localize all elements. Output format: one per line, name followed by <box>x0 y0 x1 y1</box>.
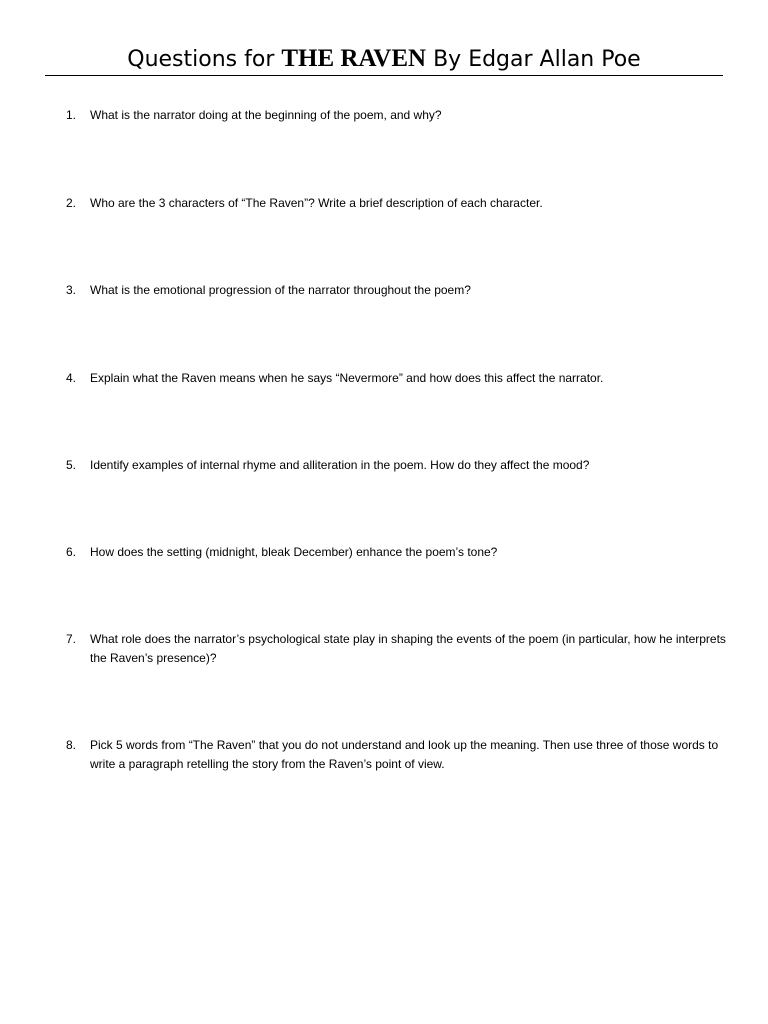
question-number: 6. <box>66 545 77 559</box>
question-item <box>66 194 726 213</box>
question-text: Identify examples of internal rhyme and alliteration in the poem. How do they affect the mood? <box>90 458 590 472</box>
question-text: What role does the narrator’s psychological state play in shaping the events of the poem (in particular, how he interprets the Raven’s presence)? <box>90 632 726 665</box>
question-item <box>66 543 726 562</box>
question-item <box>66 736 726 774</box>
question-number: 1. <box>66 108 77 122</box>
page-title <box>45 44 723 75</box>
question-item <box>66 369 726 388</box>
question-number: 8. <box>66 738 77 752</box>
title-emphasis: THE RAVEN <box>281 45 427 72</box>
question-number: 4. <box>66 371 77 385</box>
question-item <box>66 281 726 300</box>
question-number: 2. <box>66 196 77 210</box>
question-text: What is the emotional progression of the narrator throughout the poem? <box>90 283 471 297</box>
title-prefix: Questions for <box>127 47 282 72</box>
title-suffix: By Edgar Allan Poe <box>426 47 641 72</box>
question-number: 3. <box>66 283 77 297</box>
question-number: 7. <box>66 632 77 646</box>
question-item <box>66 456 726 475</box>
question-item <box>66 106 726 125</box>
question-text: How does the setting (midnight, bleak December) enhance the poem’s tone? <box>90 545 498 559</box>
question-text: Who are the 3 characters of “The Raven”? Write a brief description of each character. <box>90 196 543 210</box>
question-item <box>66 630 726 668</box>
title-divider <box>45 75 723 76</box>
question-text: Explain what the Raven means when he says “Nevermore” and how does this affect the narrator. <box>90 371 604 385</box>
question-number: 5. <box>66 458 77 472</box>
question-text: Pick 5 words from “The Raven” that you do not understand and look up the meaning. Then use three of those words to write a paragraph retelling the story from the Raven’s point of view. <box>90 738 719 771</box>
question-text: What is the narrator doing at the beginning of the poem, and why? <box>90 108 442 122</box>
